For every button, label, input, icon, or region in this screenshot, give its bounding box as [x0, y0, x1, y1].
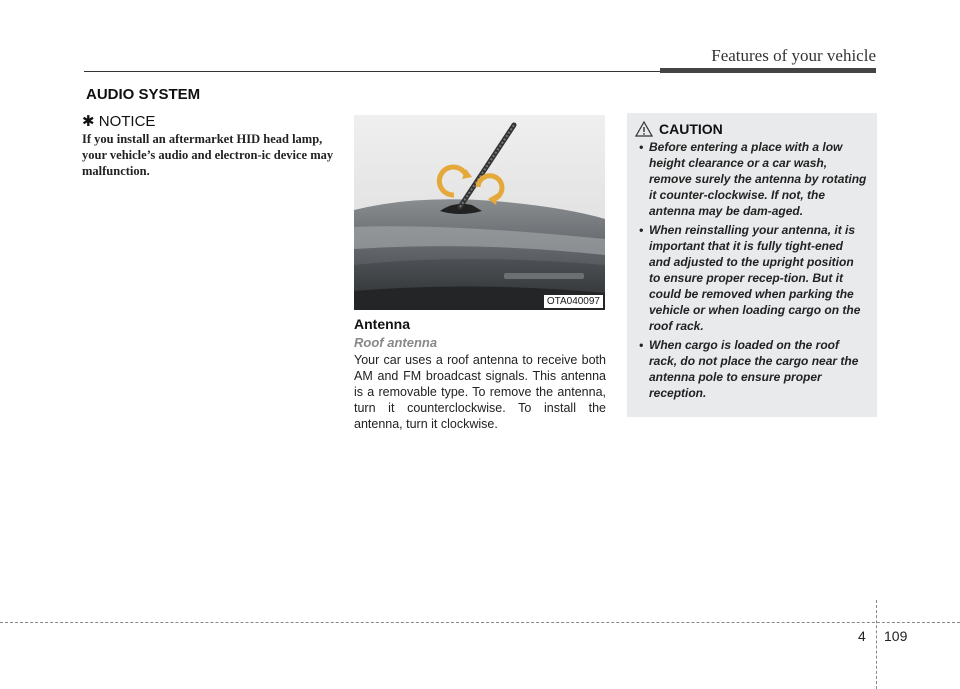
notice-label: NOTICE: [98, 113, 156, 130]
chapter-number: 4: [858, 628, 866, 644]
caution-item: • When cargo is loaded on the roof rack, do not place the cargo near the antenna pole to ensure proper reception.: [639, 338, 859, 400]
caution-item: • Before entering a place with a low height clearance or a car wash, remove surely the antenna by rotating it counter-clockwise. If not, the antenna may be dam-aged.: [639, 140, 867, 218]
caution-list: [635, 139, 867, 401]
notice-icon: ✱: [82, 113, 95, 130]
caution-heading: [635, 121, 867, 137]
caution-box: [627, 113, 877, 417]
notice-body: If you install an aftermarket HID head lamp, your vehicle’s audio and electron-ic device may malfunction.: [82, 132, 334, 178]
footer-vertical-rule: [876, 600, 877, 689]
notice-heading: [82, 112, 155, 130]
header-rule-thick: [660, 68, 876, 73]
caution-label: CAUTION: [659, 121, 723, 137]
caution-item: • When reinstalling your antenna, it is important that it is fully tight-ened and adjusted to the upright position to ensure proper recep-tion. But it could be removed when parking the vehicle or when loading cargo on the roof rack.: [639, 223, 861, 333]
antenna-title: Antenna: [354, 316, 410, 332]
antenna-subtitle: Roof antenna: [354, 335, 438, 350]
header-title: Features of your vehicle: [711, 46, 876, 65]
figure-caption: OTA040097: [544, 295, 603, 308]
antenna-body: Your car uses a roof antenna to receive both AM and FM broadcast signals. This antenna is a removable type. To remove the antenna, turn it counterclockwise. To install the antenna, turn it clockwise.: [354, 353, 606, 431]
antenna-figure: [354, 115, 605, 310]
page-number: 109: [884, 628, 908, 644]
warning-triangle-icon: [635, 121, 653, 137]
section-title: AUDIO SYSTEM: [86, 86, 201, 103]
roof-antenna-illustration: [354, 115, 605, 310]
header-rule-thin: [84, 71, 660, 72]
footer-dashed-rule: [0, 622, 960, 623]
